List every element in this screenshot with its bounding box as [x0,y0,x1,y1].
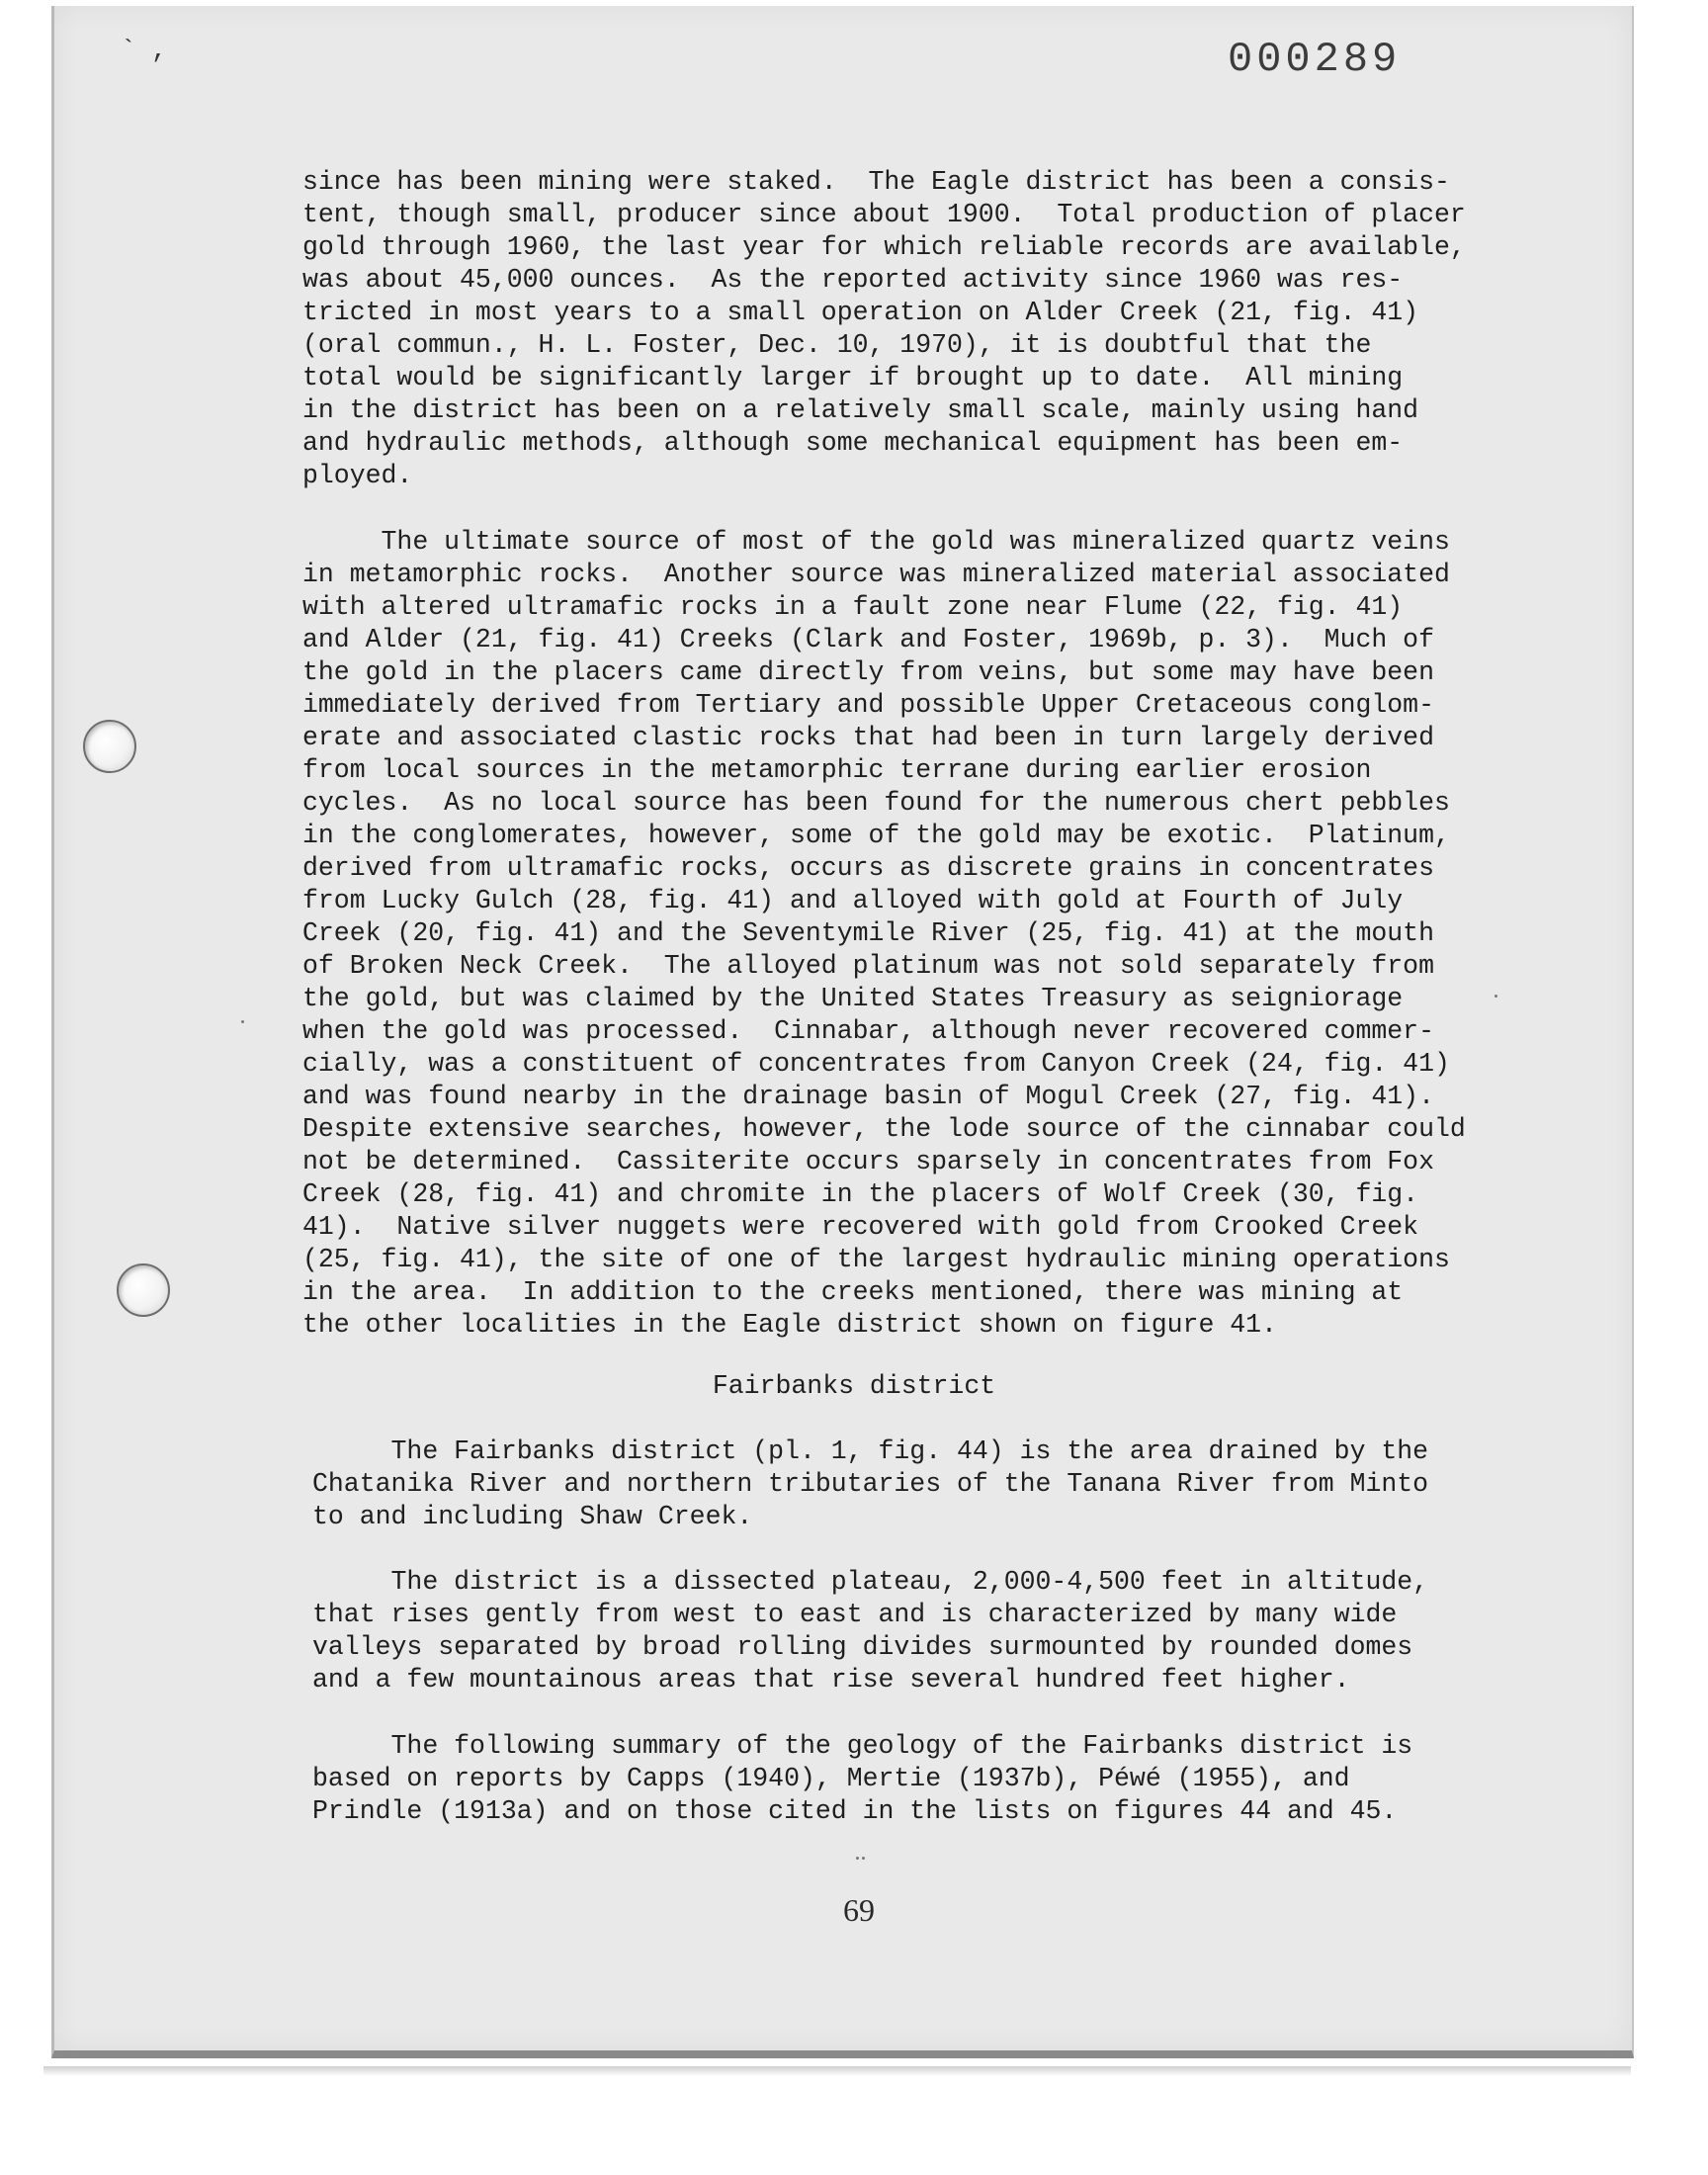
section-heading: Fairbanks district [712,1371,996,1401]
page-edge-shadow [43,2066,1631,2076]
speck [241,1020,244,1023]
corner-specks: ` , [121,36,167,65]
page-number: 69 [843,1892,875,1928]
paragraph-eagle-production: since has been mining were staked. The Eagle district has been a consis- tent, though small, producer since about 1900. Total production of placer gold through 1960, the last year for which reliable records are available, was about 45,000 ounces. As the reported activity since 1960 was res- tricted in most years to a small operation on Alder Creek (21, fig. 41) (oral commun., H. L. Foster, Dec. 10, 1970), it is doubtful that the total would be significantly larger if brought up to date. All mining in the district has been on a relatively small scale, mainly using hand and hydraulic methods, although some mechanical equipment has been em- ployed. [302,167,1466,490]
speck [1494,995,1497,998]
paragraph-fairbanks-area: The Fairbanks district (pl. 1, fig. 44) is the area drained by the Chatanika River and northern tributaries of the Tanana River from Minto to and including Shaw Creek. [312,1436,1429,1531]
punch-hole-upper [83,720,136,773]
punch-hole-lower [117,1263,170,1317]
paragraph-gold-source: The ultimate source of most of the gold was mineralized quartz veins in metamorphic rocks. Another source was mineralized material associated with altered ultramafic rocks in a fault zone near Flume (22, fig. 41) and Alder (21, fig. 41) Creeks (Clark and Foster, 1969b, p. 3). Much of the gold in the placers came directly from veins, but some may have been immediately derived from Tertiary and possible Upper Cretaceous conglom- erate and associated clastic rocks that had been in turn largely derived from local sources in the metamorphic terrane during earlier erosion cycles. As no local source has been found for the numerous chert pebbles in the conglomerates, however, some of the gold may be exotic. Platinum, derived from ultramafic rocks, occurs as discrete grains in concentrates from Lucky Gulch (28, fig. 41) and alloyed with gold at Fourth of July Creek (20, fig. 41) and the Seventymile River (25, fig. 41) at the mouth of Broken Neck Creek. The alloyed platinum was not sold separately from the gold, but was claimed by the United States Treasury as seigniorage when the gold was processed. Cinnabar, although never recovered commer- cially, was a constituent of concentrates from Canyon Creek (24, fig. 41) and was found nearby in the drainage basin of Mogul Creek (27, fig. 41). Despite extensive searches, however, the lode source of the cinnabar could not be determined. Cassiterite occurs sparsely in concentrates from Fox Creek (28, fig. 41) and chromite in the placers of Wolf Creek (30, fig. 41). Native silver nuggets were recovered with gold from Crooked Creek (25, fig. 41), the site of one of the largest hydraulic mining operations in the area. In addition to the creeks mentioned, there was mining at the other localities in the Eagle district shown on figure 41. [302,527,1466,1340]
speck [862,1857,865,1860]
paragraph-fairbanks-terrain: The district is a dissected plateau, 2,000-4,500 feet in altitude, that rises gently from west to east and is characterized by many wide valleys separated by broad rolling divides surmounted by rounded domes and a few mountainous areas that rise several hundred feet higher. [312,1567,1429,1695]
paragraph-geology-summary: The following summary of the geology of the Fairbanks district is based on reports by Capps (1940), Mertie (1937b), Péwé (1955), and Prindle (1913a) and on those cited in the lists on figures 44 and 45. [312,1731,1413,1826]
document-stamp-number: 000289 [1228,36,1402,83]
speck [856,1857,859,1860]
